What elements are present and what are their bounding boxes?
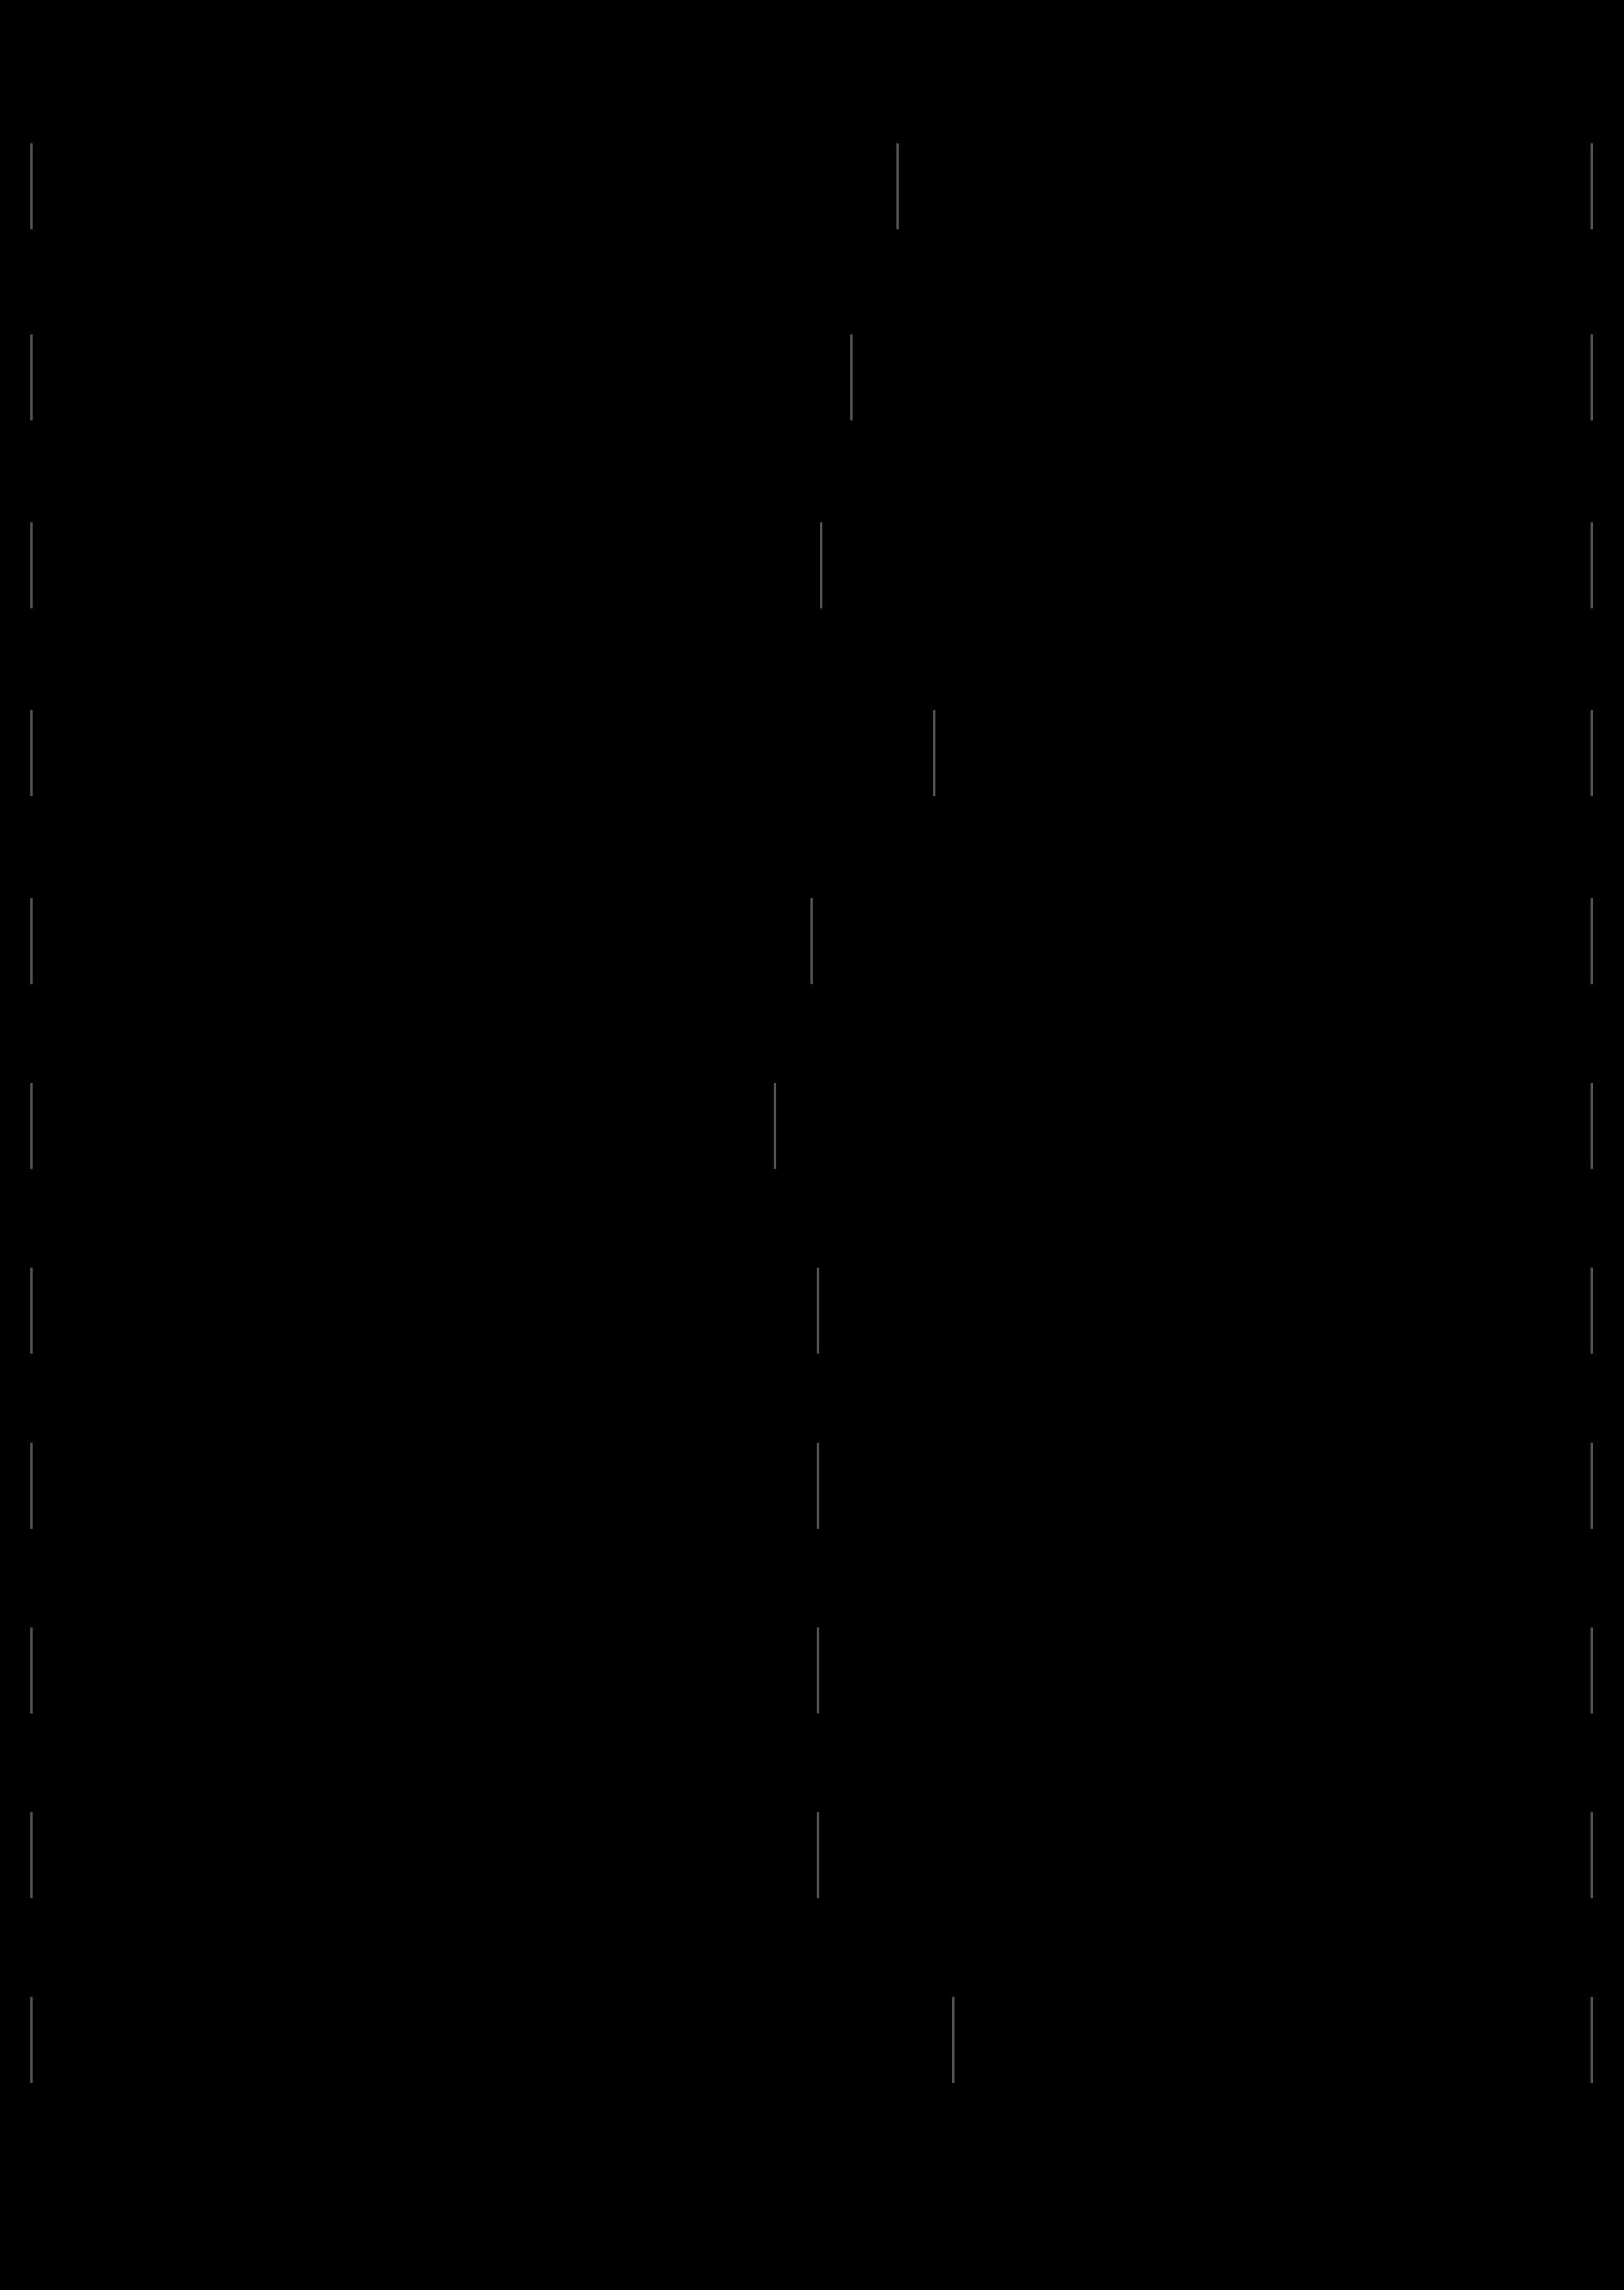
row-tick-mark [1591, 710, 1593, 796]
row-tick-mark [30, 143, 33, 229]
row-tick-mark [30, 1812, 33, 1898]
row-tick-mark [774, 1083, 776, 1169]
row-tick-mark [30, 898, 33, 984]
row-tick-mark [1591, 334, 1593, 420]
row-tick-mark [30, 710, 33, 796]
row-tick-mark [1591, 898, 1593, 984]
row-tick-mark [817, 1812, 819, 1898]
row-tick-mark [30, 1083, 33, 1169]
row-tick-mark [850, 334, 853, 420]
row-tick-mark [1591, 1268, 1593, 1354]
row-tick-mark [817, 1443, 819, 1529]
row-tick-mark [1591, 1628, 1593, 1714]
row-tick-mark [952, 1997, 954, 2083]
row-tick-mark [30, 334, 33, 420]
row-tick-mark [1591, 1812, 1593, 1898]
row-tick-mark [30, 1997, 33, 2083]
row-tick-mark [817, 1628, 819, 1714]
row-tick-mark [1591, 1083, 1593, 1169]
row-tick-mark [30, 1268, 33, 1354]
row-tick-mark [896, 143, 899, 229]
row-tick-mark [30, 1628, 33, 1714]
row-tick-mark [1591, 522, 1593, 608]
row-tick-mark [810, 898, 813, 984]
row-tick-mark [817, 1268, 819, 1354]
row-tick-mark [820, 522, 822, 608]
row-tick-mark [1591, 1443, 1593, 1529]
row-tick-mark [30, 522, 33, 608]
row-tick-mark [933, 710, 935, 796]
row-tick-mark [1591, 1997, 1593, 2083]
row-tick-mark [30, 1443, 33, 1529]
row-tick-mark [1591, 143, 1593, 229]
